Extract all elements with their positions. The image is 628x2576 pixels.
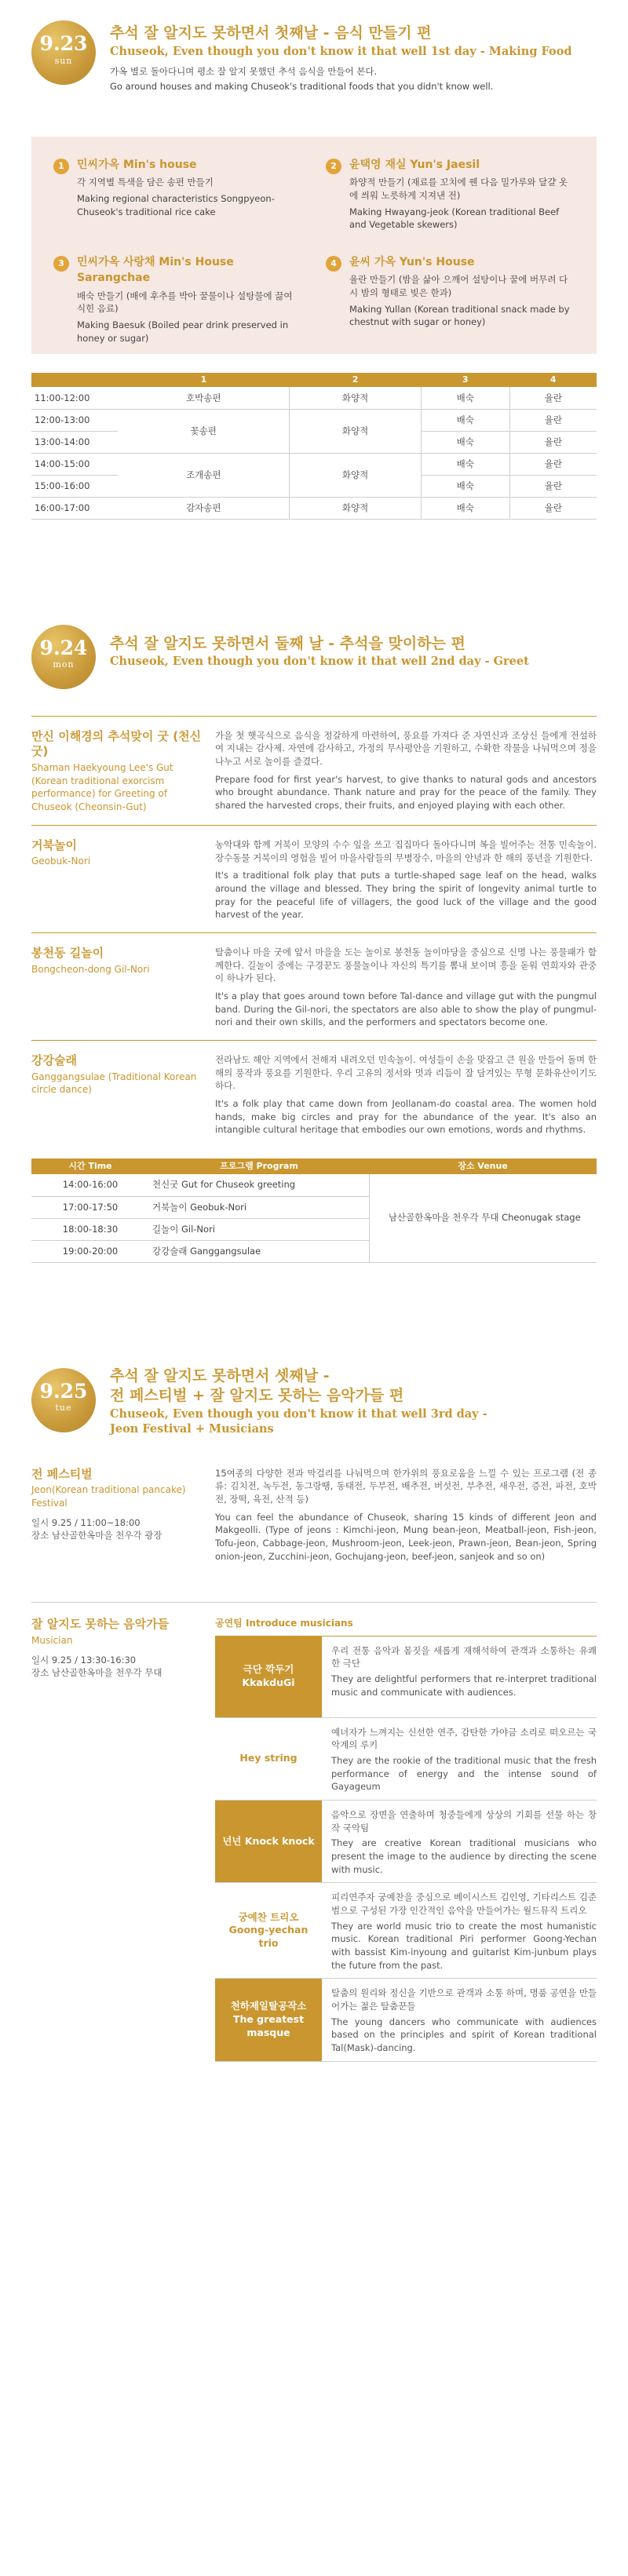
day2-header [31,614,597,692]
jeon-festival [31,1467,597,1595]
performer-desc-ko: 피리연주자 궁예찬을 중심으로 베이시스트 김인영, 기타리스트 김준범으로 구성된 가장 인간적인 음악을 만들어가는 월드뮤직 트리오 [331,1892,597,1917]
table-header-row [31,1158,597,1174]
day2-events [31,716,597,1148]
table-cell: 화양적 [290,409,421,453]
table-row [31,387,597,409]
event-name-en: Bongcheon-dong Gil-Nori [31,963,150,975]
table-cell: 배숙 [421,431,509,453]
program-item [53,254,302,345]
performer-row [215,1636,597,1718]
day3-title-ko-2: 전 페스티벌 + 잘 알지도 못하는 음악가들 편 [110,1387,404,1405]
table-row [31,409,597,431]
musicians-header: 공연팀 Introduce musicians [215,1617,597,1636]
event-desc-en: It's a traditional folk play that puts a turtle-shaped sage leaf on the head, walks around the village and blessed. They bring the spirit of longevity animal turtle to pray for the peaceful life of villagers, the good luck of the village and the good harvest of the year. [215,870,597,921]
festival-when: 일시 9.25 / 11:00~18:00 [31,1516,141,1528]
day1-program-grid [53,157,575,345]
performer-desc-en: They are delightful performers that re-interpret traditional music and communicate with audiences. [331,1673,597,1698]
day1-section [0,0,628,520]
performer-row [215,1801,597,1883]
program-cell: 거북놀이 Geobuk-Nori [149,1196,369,1218]
program-desc-en: Making Baesuk (Boiled pear drink preserved in honey or sugar) [77,319,289,344]
venue-cell: 남산골한옥마을 천우각 무대 Cheonugak stage [369,1174,597,1262]
program-title: 민씨가옥 사랑채 Min's House Sarangchae [77,256,234,285]
performer-desc-ko: 우리 전통 음악과 몸짓을 새롭게 재해석하여 관객과 소통하는 유쾌한 극단 [331,1644,597,1669]
performer-desc-en: The young dancers who communicate with audiences based on the principles and spirit of Korean traditional Tal(Mask)-dancing. [331,2016,597,2054]
program-number: 1 [53,159,69,174]
program-title: 윤택영 재실 Yun's Jaesil [349,159,480,171]
program-desc-ko: 각 지역별 특색을 담은 송편 만들기 [77,177,214,188]
table-cell: 율란 [509,387,597,409]
program-desc-en: Making Hwayang-jeok (Korean traditional Beef and Vegetable skewers) [349,206,560,231]
event-name-en: Ganggangsulae (Traditional Korean circle dance) [31,1071,197,1096]
day2-title-en: Chuseok, Even though you don't know it that well 2nd day - Greet [110,655,529,669]
time-cell: 12:00-13:00 [31,409,118,431]
event-item [31,1040,597,1148]
event-item [31,932,597,1040]
program-number: 4 [326,256,341,272]
program-number: 3 [53,256,69,272]
performer-desc-ko: 탈춤의 원리와 정신을 기반으로 관객과 소통 하며, 명품 공연을 만들어가는 젊은 탈춤꾼들 [331,1987,597,2012]
performer-row [215,1718,597,1801]
program-number: 2 [326,159,341,174]
event-desc-ko: 전라남도 해안 지역에서 전해져 내려오던 민속놀이. 여성들이 손을 맞잡고 큰 원을 만들어 돌며 한 해의 풍작과 풍요를 기원한다. 우리 고유의 정서와 멋과 리듬이 잘 담겨있는 무형 문화유산이기도 하다. [215,1054,597,1092]
event-name-en: Geobuk-Nori [31,856,91,867]
day3-title-en-2: Jeon Festival + Musicians [110,1422,274,1436]
table-header-cell [31,373,118,387]
performer-desc-ko: 예녀자가 느껴지는 신선한 연주, 감탄한 가야금 소리로 떠오르는 국악계의 루키 [331,1726,597,1751]
day3-badge-date: 9.25 [39,1379,88,1403]
day1-badge-date: 9.23 [39,32,88,55]
table-header-cell: 2 [290,373,421,387]
day1-date-badge [31,20,96,85]
table-row [31,453,597,475]
day1-title-ko: 추석 잘 알지도 못하면서 첫째날 - 음식 만들기 편 [110,24,432,42]
table-cell: 배숙 [421,497,509,519]
table-cell: 율란 [509,453,597,475]
performer-desc-en: They are the rookie of the traditional music that the fresh performance of energy and the intense sound of Gayageum [331,1755,597,1793]
musicians-when: 일시 9.25 / 13:30-16:30 [31,1654,137,1666]
time-cell: 16:00-17:00 [31,497,118,519]
festival-desc-en: You can feel the abundance of Chuseok, sharing 15 kinds of different Jeon and Makgeolli. (Type of jeons : Kimchi-jeon, Mung bean-jeon, Meatball-jeon, Fish-jeon, Tofu-jeon, Cabbage-jeon, Mushroom-jeon, Leek-jeon, Prawn-jeon, Bean-jeon, Spring onion-jeon, Zucchini-jeon, Gochujang-jeon, beef-jeon, sanjeok and so on) [215,1511,597,1562]
event-desc-en: It's a folk play that came down from Jeollanam-do coastal area. The women hold hands, make big circles and pray for the abundance of the year. It's also an intangible cultural heritage that embodies our own emotions, words and rhythms. [215,1098,597,1136]
day3-badge-day: tue [55,1403,72,1414]
table-cell: 호박송편 [118,387,290,409]
performer-name: 넌넌 Knock knock [215,1801,322,1882]
day2-badge-date: 9.24 [39,636,88,659]
festival-where: 장소 남산골한옥마을 천우각 광장 [31,1530,162,1542]
program-desc-en: Making regional characteristics Songpyeon-Chuseok's traditional rice cake [77,192,275,217]
day2-date-badge [31,625,96,689]
program-title: 민씨가옥 Min's house [77,159,197,171]
day3-section [0,1357,628,2062]
program-item [326,254,575,345]
table-header-cell: 프로그램 Program [149,1158,369,1174]
event-desc-ko: 가을 첫 햇곡식으로 음식을 정갈하게 마련하여, 풍요를 가져다 준 자연신과 조상신 들에게 전설하여 지내는 감사제. 자연에 감사하고, 가정의 무사평안을 기원하고, 수확한 작물을 나눠먹으며 정을 나누고 서로 놀이를 즐겼다. [215,729,597,768]
day1-program-box [31,137,597,354]
table-cell: 감자송편 [118,497,290,519]
program-desc-ko: 화양적 만들기 (재료를 꼬치에 꿴 다음 밀가루와 달걀 옷에 씌워 노릇하게 지져낸 전) [349,177,568,201]
performer-name: 궁예찬 트리오 Goong-yechan trio [215,1883,322,1978]
table-cell: 배숙 [421,387,509,409]
event-desc-ko: 농악대와 함께 거북이 모양의 수수 잎을 쓰고 집집마다 돌아다니며 복을 빌어주는 전통 민속놀이. 장수동물 거북이의 영험을 빌어 마을사람들의 무병장수, 마을의 안녕과 한 해의 풍년을 기원한다. [215,838,597,863]
event-title: 강강술래 [31,1053,77,1068]
table-cell: 율란 [509,431,597,453]
table-cell: 율란 [509,497,597,519]
day1-badge-day: sun [54,55,73,66]
table-cell: 배숙 [421,453,509,475]
time-cell: 17:00-17:50 [31,1196,149,1218]
time-cell: 14:00-15:00 [31,453,118,475]
day3-header [31,1357,597,1451]
time-cell: 14:00-16:00 [31,1174,149,1196]
day2-badge-day: mon [53,659,75,670]
program-cell: 천신굿 Gut for Chuseok greeting [149,1174,369,1196]
program-desc-en: Making Yullan (Korean traditional snack made by chestnut with sugar or honey) [349,303,570,328]
day2-header-text [110,634,581,670]
table-header-cell: 시간 Time [31,1158,149,1174]
table-cell: 율란 [509,475,597,497]
program-item [326,157,575,242]
time-cell: 11:00-12:00 [31,387,118,409]
table-header-cell: 1 [118,373,290,387]
time-cell: 13:00-14:00 [31,431,118,453]
performer-desc-en: They are creative Korean traditional musicians who present the image to the audience by directing the scene with music. [331,1837,597,1875]
program-desc-ko: 배숙 만들기 (배에 후추를 박아 꿀물이나 설탕물에 끓여 식힌 음료) [77,290,293,315]
table-cell: 율란 [509,409,597,431]
event-desc-en: It's a play that goes around town before Tal-dance and village gut with the pungmul band. During the Gil-nori, the spectators are also able to show the play of pungmul-nori and their own skills, and the performers and spectators become one. [215,991,597,1028]
table-cell: 화양적 [290,387,421,409]
table-cell: 꽃송편 [118,409,290,453]
program-item [53,157,302,242]
day3-date-badge [31,1368,96,1432]
performer-name: 극단 깍두기 KkakduGi [215,1636,322,1717]
day3-title-ko-1: 추석 잘 알지도 못하면서 셋째날 - [110,1366,330,1385]
day1-desc-en: Go around houses and making Chuseok's traditional foods that you didn't know well. [110,80,494,92]
table-header-row [31,373,597,387]
day2-title-ko: 추석 잘 알지도 못하면서 둘째 날 - 추석을 맞이하는 편 [110,634,466,652]
table-cell: 배숙 [421,409,509,431]
musicians-block [31,1602,597,2062]
event-desc-en: Prepare food for first year's harvest, to give thanks to natural gods and ancestors who brought abundance. Thank nature and pray for the peace of the family. They shared the harvested crops, their fruits, and enjoyed playing with each other. [215,773,597,812]
day1-header [31,9,597,96]
table-cell: 화양적 [290,453,421,497]
time-cell: 19:00-20:00 [31,1240,149,1262]
program-title: 윤씨 가옥 Yun's House [349,256,475,268]
day1-schedule-table [31,373,597,520]
performer-name: Hey string [215,1718,322,1800]
performer-desc-ko: 음악으로 장면을 연출하며 청중들에게 상상의 기회를 선물 하는 창작 국악팀 [331,1809,597,1833]
table-header-cell: 3 [421,373,509,387]
performer-row [215,1883,597,1979]
time-cell: 15:00-16:00 [31,475,118,497]
musicians-name-en: Musician [31,1634,73,1646]
event-title: 봉천동 길놀이 [31,946,104,960]
day1-desc-ko: 가옥 별로 돌아다니며 평소 잘 알지 못했던 추석 음식을 만들어 본다. [110,66,378,78]
day3-header-text [110,1366,581,1437]
table-cell: 화양적 [290,497,421,519]
musicians-title: 잘 알지도 못하는 음악가들 [31,1617,170,1632]
event-title: 거북놀이 [31,837,77,852]
event-title: 만신 이해경의 추석맞이 굿 (천신굿) [31,728,202,759]
day2-section [0,614,628,1263]
program-cell: 길놀이 Gil-Nori [149,1218,369,1240]
event-item [31,825,597,932]
festival-name-en: Jeon(Korean traditional pancake) Festival [31,1484,186,1509]
table-row [31,1174,597,1196]
event-desc-ko: 탈춤이나 마을 굿에 앞서 마을을 도는 놀이로 봉천동 놀이마당을 중심으로 신명 나는 풍물패가 함께한다. 길놀이 중에는 구경꾼도 풍물놀이나 자신의 특기를 뽐내 보이며 흥을 돋워 연희자와 관중이 하나가 된다. [215,947,597,984]
day2-schedule-table [31,1158,597,1263]
event-name-en: Shaman Haekyoung Lee's Gut (Korean traditional exorcism performance) for Greeting of Chuseok (Cheonsin-Gut) [31,761,173,813]
program-cell: 강강술래 Ganggangsulae [149,1240,369,1262]
table-cell: 배숙 [421,475,509,497]
program-desc-ko: 율란 만들기 (밤을 삶아 으깨어 설탕이나 꿀에 버무려 다시 밤의 형태로 빚은 한과) [349,274,568,298]
performer-desc-en: They are world music trio to create the most humanistic music. Korean traditional Piri performer Goong-Yechan with bassist Kim-inyoung and guitarist Kim-junbum plays the future from the past. [331,1920,597,1971]
table-header-cell: 장소 Venue [369,1158,597,1174]
performer-row [215,1979,597,2061]
day3-title-en-1: Chuseok, Even though you don't know it that well 3rd day - [110,1407,487,1421]
table-cell: 조개송편 [118,453,290,497]
day1-title-en: Chuseok, Even though you don't know it that well 1st day - Making Food [110,44,572,58]
festival-desc-ko: 15여종의 다양한 전과 막걸리를 나눠먹으며 한가위의 풍요로움을 느낄 수 있는 프로그램 (전 종류: 김치전, 녹두전, 동그랑땡, 동태전, 두부전, 배추전, 버섯전, 부추전, 새우전, 증전, 파전, 호박전, 장떡, 육전, 산적 등) [215,1467,597,1505]
time-cell: 18:00-18:30 [31,1218,149,1240]
table-header-cell: 4 [509,373,597,387]
performer-name: 천하제일탈공작소 The greatest masque [215,1979,322,2060]
day1-header-text [110,24,581,93]
table-row [31,497,597,519]
festival-title: 전 페스티벌 [31,1466,93,1481]
musicians-where: 장소 남산골한옥마을 천우각 무대 [31,1667,162,1679]
event-item [31,716,597,825]
